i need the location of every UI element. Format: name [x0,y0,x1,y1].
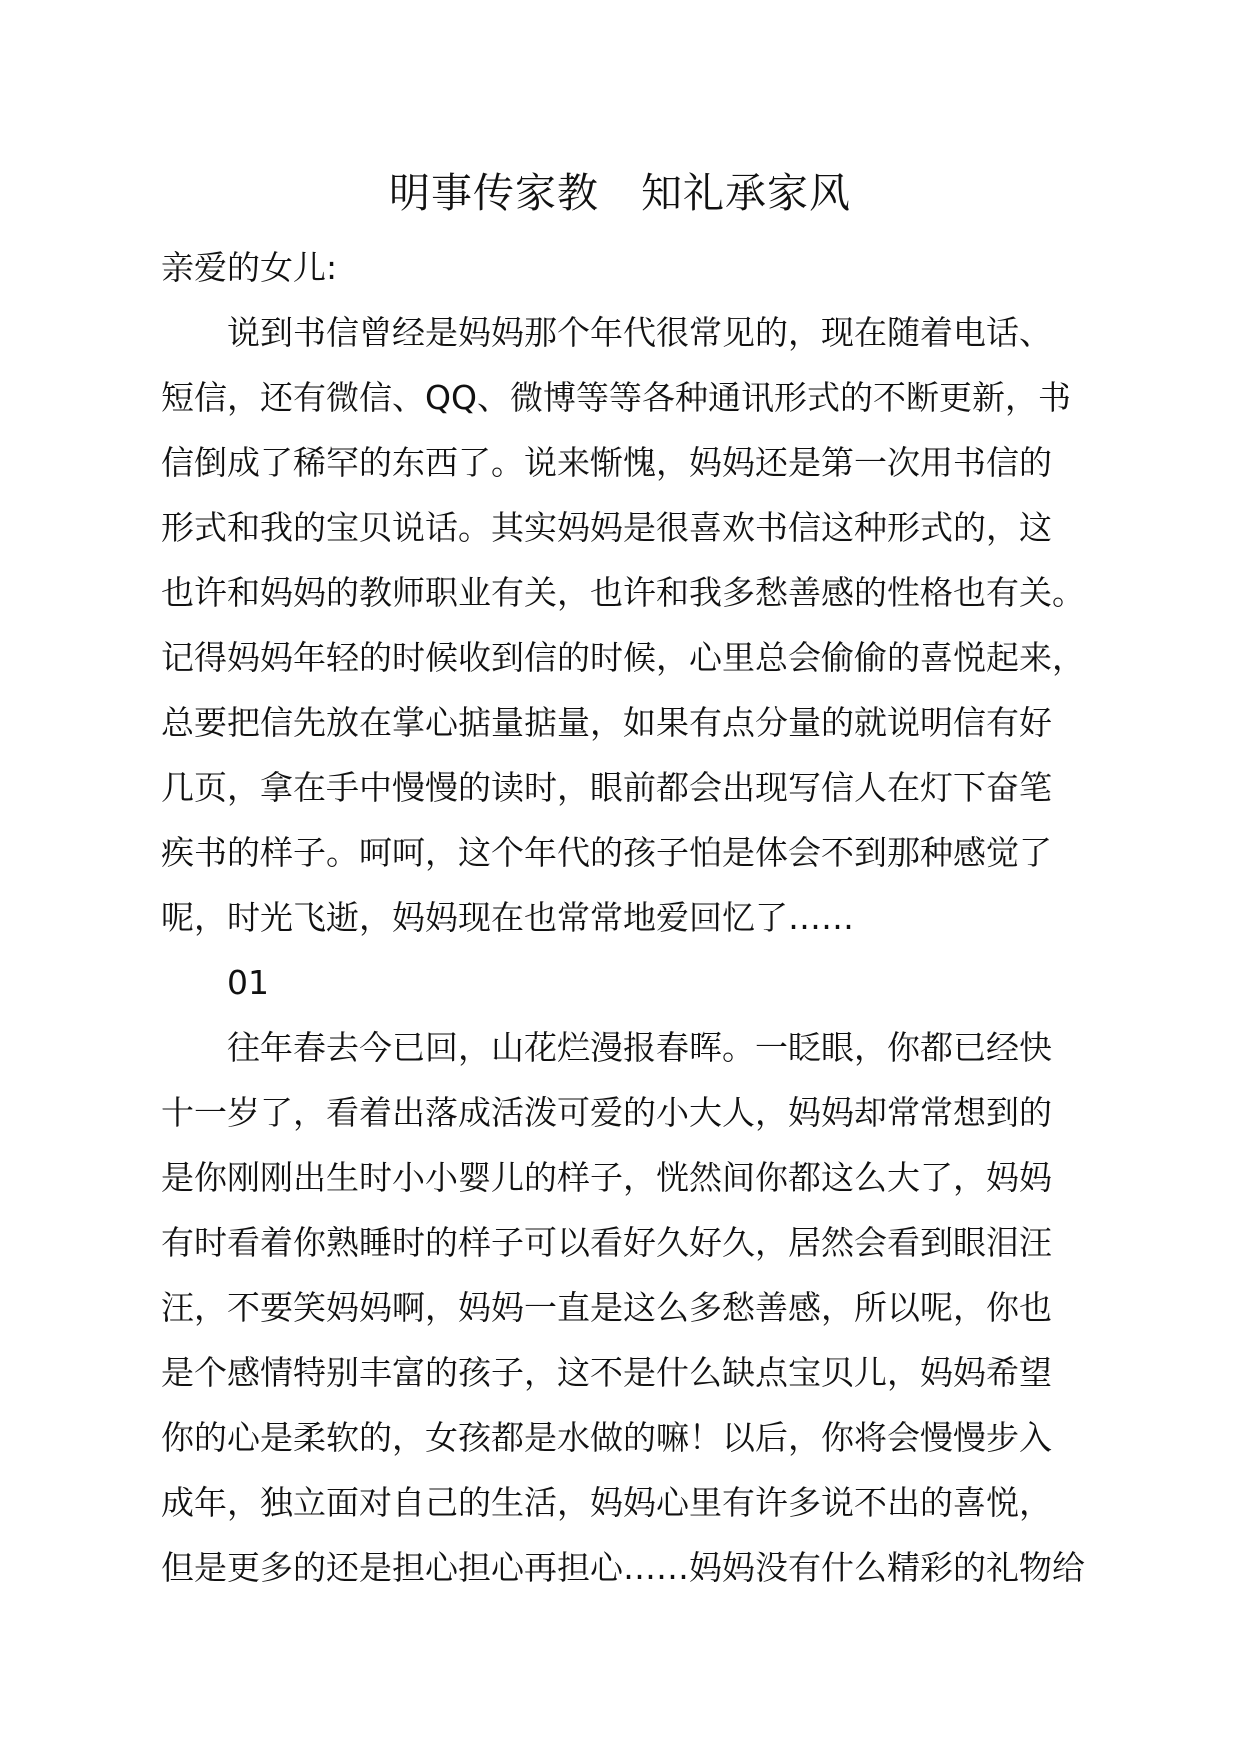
text-line: 十一岁了，看着出落成活泼可爱的小大人，妈妈却常常想到的 [161,1093,1052,1132]
text-line: 也许和妈妈的教师职业有关，也许和我多愁善感的性格也有关。 [161,573,1085,612]
text-line: 疾书的样子。呵呵，这个年代的孩子怕是体会不到那种感觉了 [161,833,1052,872]
text-line: 呢，时光飞逝，妈妈现在也常常地爱回忆了…… [161,898,854,937]
text-line: 成年，独立面对自己的生活，妈妈心里有许多说不出的喜悦， [161,1483,1052,1522]
text-line: 01 [227,963,269,1002]
text-line: 信倒成了稀罕的东西了。说来惭愧，妈妈还是第一次用书信的 [161,443,1052,482]
text-line: 你的心是柔软的，女孩都是水做的嘛！以后，你将会慢慢步入 [161,1418,1052,1457]
text-line: 形式和我的宝贝说话。其实妈妈是很喜欢书信这种形式的，这 [161,508,1052,547]
text-line: 说到书信曾经是妈妈那个年代很常见的，现在随着电话、 [227,313,1052,352]
text-line: 是个感情特别丰富的孩子，这不是什么缺点宝贝儿，妈妈希望 [161,1353,1052,1392]
text-line: 有时看着你熟睡时的样子可以看好久好久，居然会看到眼泪汪 [161,1223,1052,1262]
text-line: 总要把信先放在掌心掂量掂量，如果有点分量的就说明信有好 [161,703,1052,742]
greeting: 亲爱的女儿: [161,248,338,287]
text-line: 短信，还有微信、QQ、微博等等各种通讯形式的不断更新，书 [161,378,1071,417]
text-line: 汪，不要笑妈妈啊，妈妈一直是这么多愁善感，所以呢，你也 [161,1288,1052,1327]
letter-body [161,235,1091,1600]
text-line: 往年春去今已回，山花烂漫报春晖。一眨眼，你都已经快 [227,1028,1052,1067]
document-title: 明事传家教 知礼承家风 [389,169,851,217]
text-line: 是你刚刚出生时小小婴儿的样子，恍然间你都这么大了，妈妈 [161,1158,1052,1197]
text-line: 几页，拿在手中慢慢的读时，眼前都会出现写信人在灯下奋笔 [161,768,1052,807]
text-line: 记得妈妈年轻的时候收到信的时候，心里总会偷偷的喜悦起来， [161,638,1085,677]
text-line: 但是更多的还是担心担心再担心……妈妈没有什么精彩的礼物给 [161,1548,1085,1587]
